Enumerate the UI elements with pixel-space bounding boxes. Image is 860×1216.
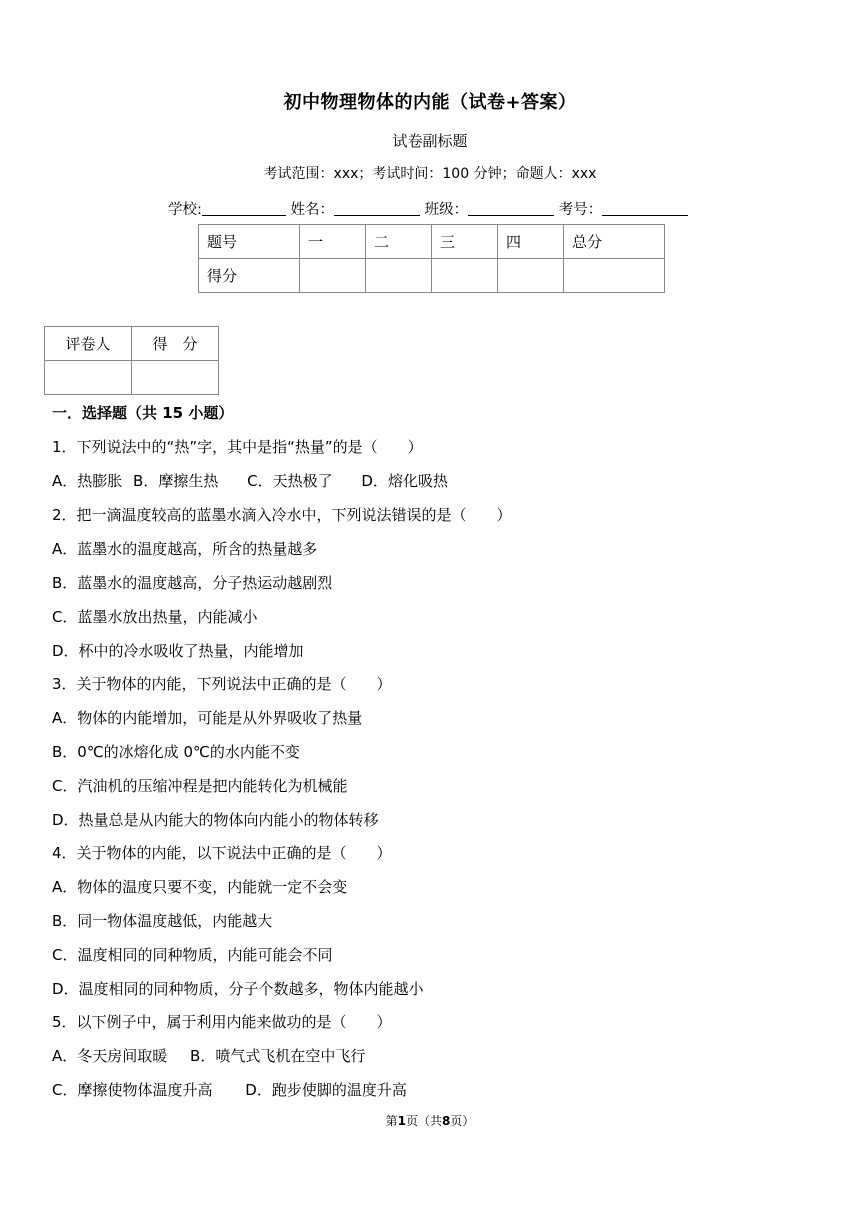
score-table-header-row xyxy=(199,225,665,259)
grader-label: 评卷人 xyxy=(45,327,132,361)
footer-mid: 页（共 xyxy=(405,1114,442,1128)
option-b[interactable]: B．摩擦生热 xyxy=(133,472,219,490)
option-a[interactable]: A．冬天房间取暖 xyxy=(52,1047,168,1065)
question-4: 4．关于物体的内能，以下说法中正确的是（ ） xyxy=(52,844,392,862)
score-header-cell: 四 xyxy=(498,225,564,259)
question-4-option-b[interactable]: B．同一物体温度越低，内能越大 xyxy=(52,912,273,930)
class-blank[interactable] xyxy=(468,201,554,216)
grader-score-cell[interactable] xyxy=(132,361,219,395)
question-5-options-row1 xyxy=(52,1045,365,1066)
question-3-option-b[interactable]: B．0℃的冰熔化成 0℃的水内能不变 xyxy=(52,743,300,761)
question-3-option-c[interactable]: C．汽油机的压缩冲程是把内能转化为机械能 xyxy=(52,777,348,795)
exam-title: 初中物理物体的内能（试卷+答案） xyxy=(283,92,577,113)
class-label: 班级： xyxy=(424,202,469,218)
question-5: 5．以下例子中，属于利用内能来做功的是（ ） xyxy=(52,1013,392,1031)
section-heading: 一．选择题（共 15 小题） xyxy=(52,404,234,422)
name-blank[interactable] xyxy=(334,201,420,216)
grader-header-row xyxy=(45,327,219,361)
score-header-cell: 一 xyxy=(300,225,366,259)
option-a[interactable]: A．热膨胀 xyxy=(52,472,123,490)
number-blank[interactable] xyxy=(602,201,688,216)
school-label: 学校: xyxy=(168,202,202,218)
score-header-cell: 二 xyxy=(366,225,432,259)
question-2-option-b[interactable]: B．蓝墨水的温度越高，分子热运动越剧烈 xyxy=(52,574,333,592)
score-header-cell: 总分 xyxy=(564,225,665,259)
grader-table xyxy=(44,326,219,395)
student-info-line xyxy=(168,198,688,219)
question-4-option-d[interactable]: D．温度相同的同种物质，分子个数越多，物体内能越小 xyxy=(52,980,424,998)
score-table xyxy=(198,224,665,293)
score-cell[interactable] xyxy=(300,259,366,293)
question-4-option-a[interactable]: A．物体的温度只要不变，内能就一定不会变 xyxy=(52,878,348,896)
score-header-cell: 题号 xyxy=(199,225,300,259)
question-2: 2．把一滴温度较高的蓝墨水滴入冷水中，下列说法错误的是（ ） xyxy=(52,506,512,524)
page-footer xyxy=(0,1112,860,1129)
grader-score-label: 得 分 xyxy=(132,327,219,361)
question-1: 1．下列说法中的“热”字，其中是指“热量”的是（ ） xyxy=(52,438,423,456)
option-b[interactable]: B．喷气式飞机在空中飞行 xyxy=(190,1047,366,1065)
grader-cell[interactable] xyxy=(45,361,132,395)
footer-pre: 第 xyxy=(385,1114,398,1128)
question-2-option-c[interactable]: C．蓝墨水放出热量，内能减小 xyxy=(52,608,258,626)
score-header-cell: 三 xyxy=(432,225,498,259)
score-cell[interactable] xyxy=(498,259,564,293)
question-2-option-d[interactable]: D．杯中的冷水吸收了热量，内能增加 xyxy=(52,642,304,660)
school-blank[interactable] xyxy=(202,201,286,216)
question-2-option-a[interactable]: A．蓝墨水的温度越高，所含的热量越多 xyxy=(52,540,318,558)
question-4-option-c[interactable]: C．温度相同的同种物质，内能可能会不同 xyxy=(52,946,333,964)
question-3-option-a[interactable]: A．物体的内能增加，可能是从外界吸收了热量 xyxy=(52,709,363,727)
score-cell[interactable] xyxy=(432,259,498,293)
option-d[interactable]: D．熔化吸热 xyxy=(361,472,448,490)
score-table-score-row xyxy=(199,259,665,293)
grader-blank-row xyxy=(45,361,219,395)
score-cell[interactable] xyxy=(366,259,432,293)
footer-page-number: 1 xyxy=(397,1114,406,1128)
footer-total-pages: 8 xyxy=(442,1114,451,1128)
question-3-option-d[interactable]: D．热量总是从内能大的物体向内能小的物体转移 xyxy=(52,811,379,829)
number-label: 考号： xyxy=(558,202,603,218)
score-row-label: 得分 xyxy=(199,259,300,293)
question-1-options xyxy=(52,470,448,491)
option-c[interactable]: C．摩擦使物体温度升高 xyxy=(52,1081,213,1099)
score-cell[interactable] xyxy=(564,259,665,293)
question-3: 3．关于物体的内能，下列说法中正确的是（ ） xyxy=(52,675,392,693)
option-d[interactable]: D．跑步使脚的温度升高 xyxy=(245,1081,407,1099)
name-label: 姓名： xyxy=(290,202,334,218)
exam-subtitle: 试卷副标题 xyxy=(392,132,468,150)
exam-meta: 考试范围：xxx；考试时间：100 分钟；命题人：xxx xyxy=(263,166,597,182)
option-c[interactable]: C．天热极了 xyxy=(247,472,333,490)
footer-post: 页） xyxy=(450,1114,475,1128)
question-5-options-row2 xyxy=(52,1079,407,1100)
